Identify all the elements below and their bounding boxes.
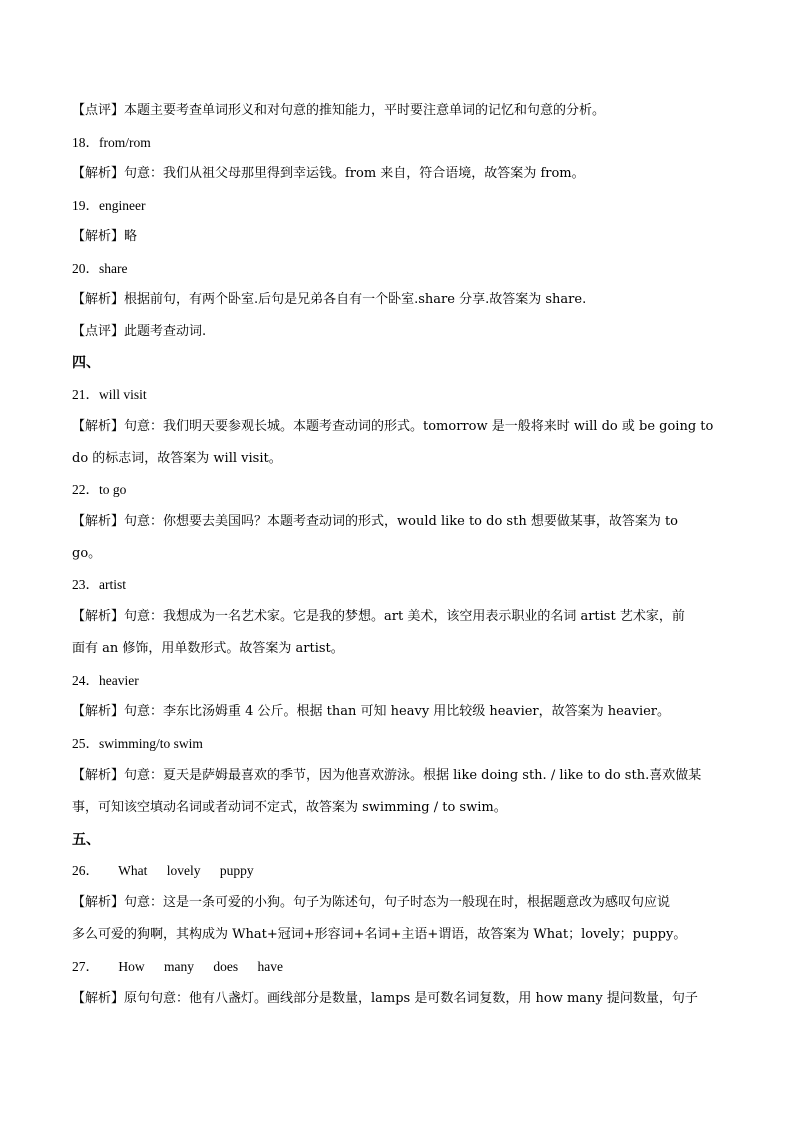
analysis-24: 【解析】句意：李东比汤姆重 4 公斤。根据 than 可知 heavy 用比较级 heavier，故答案为 heavier。 — [72, 704, 671, 719]
review-note-17: 【点评】本题主要考查单词形义和对句意的推知能力，平时要注意单词的记忆和句意的分析。 — [72, 103, 606, 118]
answer-27 — [72, 958, 734, 976]
analysis-19: 【解析】略 — [72, 229, 138, 244]
analysis-22-cont: go。 — [72, 546, 102, 561]
answer-27-word: does — [213, 959, 239, 974]
section-heading-4: 四、 — [72, 355, 100, 371]
answer-19: 19．engineer — [72, 198, 146, 213]
answer-24: 24．heavier — [72, 673, 139, 688]
answer-26-number: 26． — [72, 863, 99, 878]
answer-27-number: 27． — [72, 959, 99, 974]
analysis-18: 【解析】句意：我们从祖父母那里得到幸运钱。from 来自，符合语境，故答案为 from。 — [72, 166, 585, 181]
analysis-21: 【解析】句意：我们明天要参观长城。本题考查动词的形式。tomorrow 是一般将来时 will do 或 be going to — [72, 419, 714, 434]
answer-22: 22．to go — [72, 482, 127, 497]
answer-27-word: many — [164, 959, 194, 974]
analysis-23: 【解析】句意：我想成为一名艺术家。它是我的梦想。art 美术，该空用表示职业的名词 artist 艺术家，前 — [72, 609, 685, 624]
answer-26-word: lovely — [166, 863, 201, 878]
answer-27-word: How — [118, 959, 145, 974]
analysis-25: 【解析】句意：夏天是萨姆最喜欢的季节，因为他喜欢游泳。根据 like doing sth. / like to do sth.喜欢做某 — [72, 768, 702, 783]
answer-27-word: have — [257, 959, 283, 974]
analysis-25-cont: 事，可知该空填动名词或者动词不定式，故答案为 swimming / to swim。 — [72, 800, 507, 815]
analysis-23-cont: 面有 an 修饰，用单数形式。故答案为 artist。 — [72, 641, 344, 656]
review-note-20: 【点评】此题考查动词. — [72, 324, 207, 339]
answer-23: 23．artist — [72, 577, 126, 592]
analysis-26-cont: 多么可爱的狗啊，其构成为 What+冠词+形容词+名词+主语+谓语，故答案为 What；lovely；puppy。 — [72, 927, 687, 942]
answer-25: 25．swimming/to swim — [72, 736, 203, 751]
answer-21: 21．will visit — [72, 387, 147, 402]
analysis-26: 【解析】句意：这是一条可爱的小狗。句子为陈述句，句子时态为一般现在时，根据题意改为感叹句应说 — [72, 895, 671, 910]
answer-26-word: puppy — [219, 863, 254, 878]
analysis-21-cont: do 的标志词，故答案为 will visit。 — [72, 451, 282, 466]
analysis-20: 【解析】根据前句，有两个卧室.后句是兄弟各自有一个卧室.share 分享.故答案为 share. — [72, 292, 587, 307]
answer-18: 18．from/rom — [72, 135, 151, 150]
analysis-27: 【解析】原句句意：他有八盏灯。画线部分是数量，lamps 是可数名词复数，用 how many 提问数量，句子 — [72, 991, 698, 1006]
analysis-22: 【解析】句意：你想要去美国吗？本题考查动词的形式，would like to do sth 想要做某事，故答案为 to — [72, 514, 679, 529]
answer-26-word: What — [118, 863, 148, 878]
section-heading-5: 五、 — [72, 832, 100, 848]
answer-20: 20．share — [72, 261, 128, 276]
answer-26 — [72, 862, 734, 880]
